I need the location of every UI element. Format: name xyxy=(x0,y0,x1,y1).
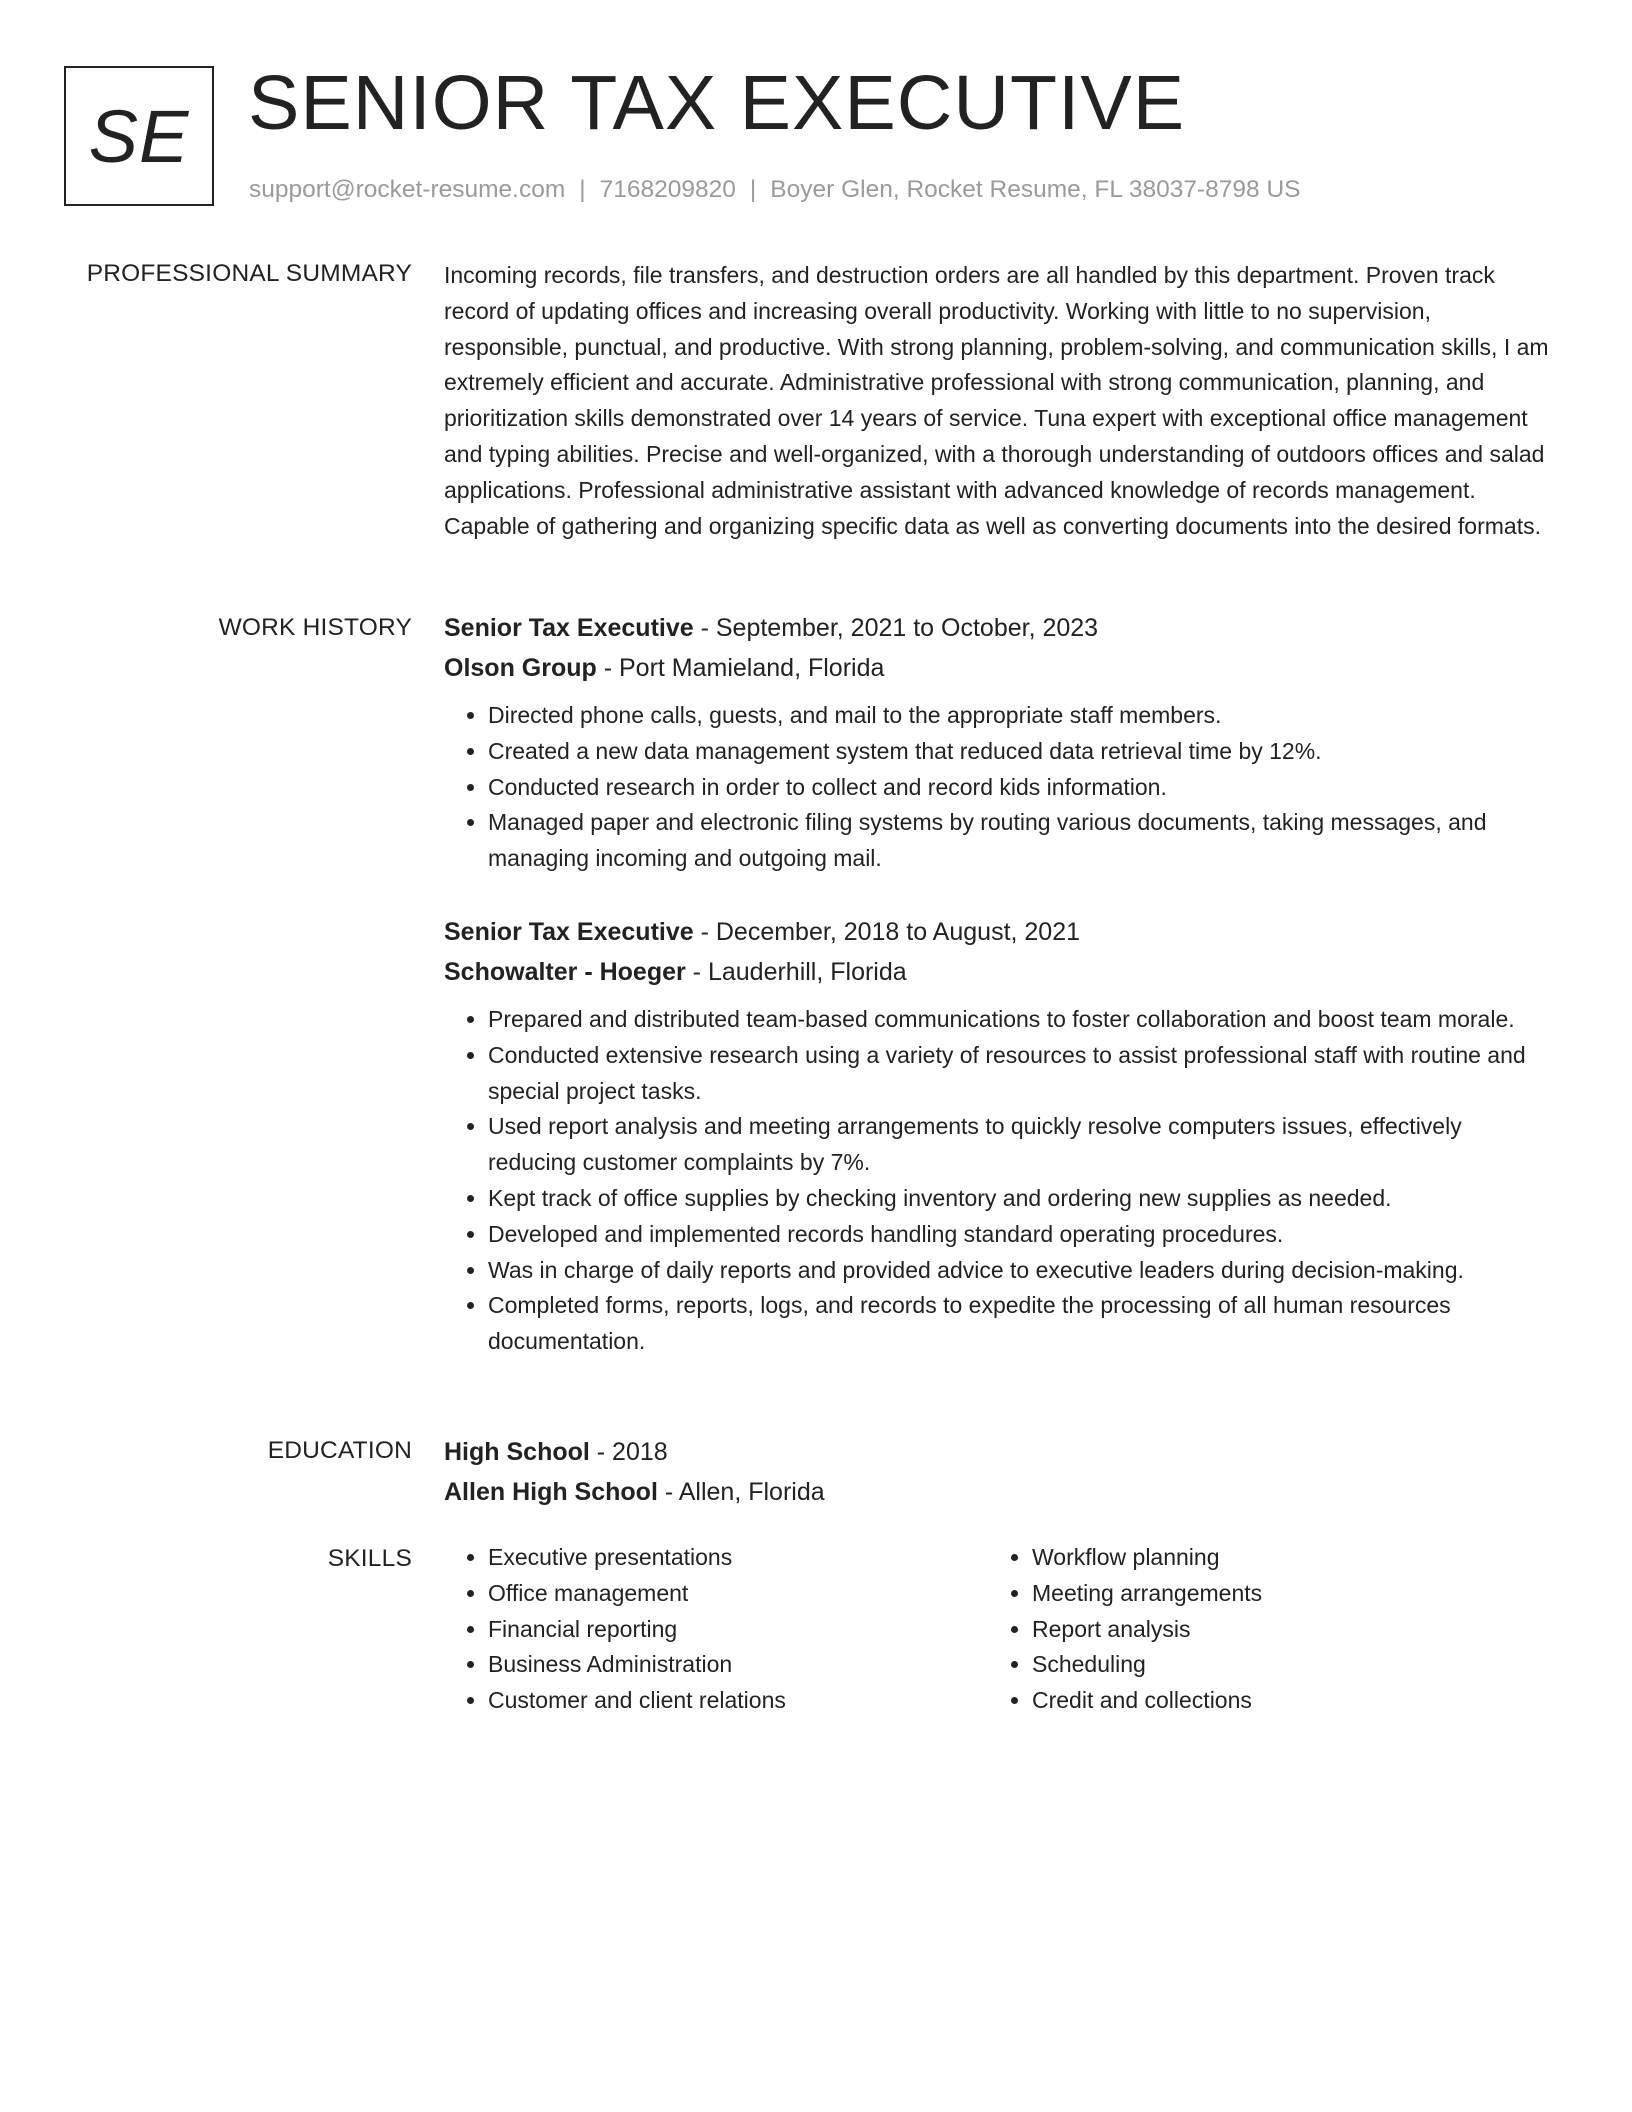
page-title: SENIOR TAX EXECUTIVE xyxy=(248,60,1186,146)
list-item: • Conducted extensive research using a variety of resources to assist professional staff with routine and special project tasks. xyxy=(488,1038,1556,1110)
contact-separator: | xyxy=(749,176,757,203)
skill-item: • Report analysis xyxy=(1032,1612,1508,1648)
job-dates: December, 2018 to August, 2021 xyxy=(715,918,1081,946)
job-title-line xyxy=(444,912,1556,952)
skills-list xyxy=(444,1540,964,1719)
job-title-line xyxy=(444,608,1556,648)
list-item: • Developed and implemented records handling standard operating procedures. xyxy=(488,1217,1556,1253)
education-degree: High School xyxy=(444,1438,590,1466)
job-company: Olson Group xyxy=(444,654,597,682)
skills-column-left xyxy=(444,1540,964,1719)
list-item: • Directed phone calls, guests, and mail to the appropriate staff members. xyxy=(488,698,1556,734)
contact-address: Boyer Glen, Rocket Resume, FL 38037-8798 US xyxy=(770,176,1301,203)
list-item: • Managed paper and electronic filing systems by routing various documents, taking messages, and managing incoming and outgoing mail. xyxy=(488,805,1556,877)
list-item: • Prepared and distributed team-based communications to foster collaboration and boost team morale. xyxy=(488,1002,1556,1038)
list-item: • Kept track of office supplies by checking inventory and ordering new supplies as needed. xyxy=(488,1181,1556,1217)
job-dash: - xyxy=(693,918,716,946)
summary-text: Incoming records, file transfers, and destruction orders are all handled by this department. Proven track record of updating offices and increasing overall productivity. Working with little to no supervision, responsible, punctual, and productive. With strong planning, problem-solving, and communication skills, I am extremely efficient and accurate. Administrative professional with strong communication, planning, and prioritization skills demonstrated over 14 years of service. Tuna expert with exceptional office management and typing abilities. Precise and well-organized, with a thorough understanding of outdoors offices and salad applications. Professional administrative assistant with advanced knowledge of records management. Capable of gathering and organizing specific data as well as converting documents into the desired formats. xyxy=(444,262,1549,539)
job-company: Schowalter - Hoeger xyxy=(444,958,686,986)
skill-item: • Scheduling xyxy=(1032,1647,1508,1683)
job-role: Senior Tax Executive xyxy=(444,918,694,946)
list-item: • Completed forms, reports, logs, and records to expedite the processing of all human resources documentation. xyxy=(488,1288,1556,1360)
skills-list xyxy=(988,1540,1508,1719)
job-entry xyxy=(444,912,1556,1360)
education-dash: - xyxy=(589,1438,613,1466)
skill-item: • Meeting arrangements xyxy=(1032,1576,1508,1612)
education-school: Allen High School xyxy=(444,1478,658,1506)
job-company-line xyxy=(444,648,1556,688)
skill-item: • Business Administration xyxy=(488,1647,964,1683)
job-dates: September, 2021 to October, 2023 xyxy=(715,614,1099,642)
job-company-line xyxy=(444,952,1556,992)
list-item: • Conducted research in order to collect and record kids information. xyxy=(488,770,1556,806)
education-entry xyxy=(444,1432,1556,1512)
contact-phone: 7168209820 xyxy=(599,176,736,203)
job-location: Port Mamieland, Florida xyxy=(619,654,885,682)
section-label-work-history: WORK HISTORY xyxy=(218,614,412,641)
list-item: • Was in charge of daily reports and provided advice to executive leaders during decision-making. xyxy=(488,1253,1556,1289)
contact-line xyxy=(249,174,1300,206)
section-label-skills: SKILLS xyxy=(327,1545,412,1572)
job-dash: - xyxy=(685,958,708,986)
education-school-line xyxy=(444,1472,1556,1512)
skill-item: • Credit and collections xyxy=(1032,1683,1508,1719)
job-dash: - xyxy=(693,614,716,642)
job-role: Senior Tax Executive xyxy=(444,614,694,642)
list-item: • Created a new data management system that reduced data retrieval time by 12%. xyxy=(488,734,1556,770)
education-year: 2018 xyxy=(612,1438,668,1466)
job-entry xyxy=(444,608,1556,877)
education-dash: - xyxy=(657,1478,679,1506)
skill-item: • Workflow planning xyxy=(1032,1540,1508,1576)
skill-item: • Financial reporting xyxy=(488,1612,964,1648)
job-bullets xyxy=(444,1002,1556,1360)
skills-column-right xyxy=(988,1540,1508,1719)
section-label-education: EDUCATION xyxy=(267,1437,412,1464)
education-degree-line xyxy=(444,1432,1556,1472)
skill-item: • Customer and client relations xyxy=(488,1683,964,1719)
contact-email: support@rocket-resume.com xyxy=(249,176,566,203)
job-location: Lauderhill, Florida xyxy=(707,958,907,986)
skill-item: • Office management xyxy=(488,1576,964,1612)
list-item: • Used report analysis and meeting arrangements to quickly resolve computers issues, effectively reducing customer complaints by 7%. xyxy=(488,1109,1556,1181)
job-bullets xyxy=(444,698,1556,877)
job-dash: - xyxy=(596,654,619,682)
monogram-badge: SE xyxy=(64,66,214,206)
contact-separator: | xyxy=(579,176,586,203)
section-label-professional-summary: PROFESSIONAL SUMMARY xyxy=(86,260,412,287)
education-location: Allen, Florida xyxy=(678,1478,825,1506)
skill-item: • Executive presentations xyxy=(488,1540,964,1576)
